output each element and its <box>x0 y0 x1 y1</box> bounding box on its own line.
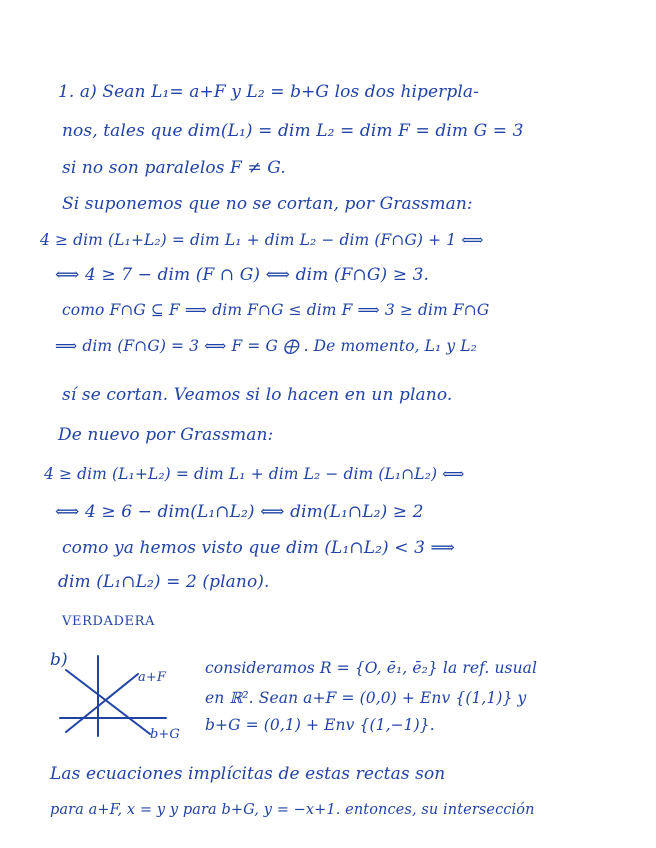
line-a-plus-f <box>66 674 138 732</box>
text-line-5: 4 ≥ dim (L₁+L₂) = dim L₁ + dim L₂ − dim (F∩G) + 1 ⟺ <box>40 231 484 249</box>
text-line-2: nos, tales que dim(L₁) = dim L₂ = dim F = dim G = 3 <box>62 121 524 141</box>
diagram-label-af: a+F <box>138 670 166 685</box>
text-line-14: dim (L₁∩L₂) = 2 (plano). <box>58 572 270 592</box>
text-line-1: 1. a) Sean L₁= a+F y L₂ = b+G los dos hiperpla- <box>58 82 479 102</box>
part-b-label: b) <box>50 650 68 670</box>
text-line-4: Si suponemos que no se cortan, por Grassman: <box>62 194 473 214</box>
text-line-3: si no son paralelos F ≠ G. <box>62 158 286 178</box>
text-line-10: De nuevo por Grassman: <box>58 425 274 445</box>
diagram-label-bg: b+G <box>150 727 180 742</box>
text-line-11: 4 ≥ dim (L₁+L₂) = dim L₁ + dim L₂ − dim (L₁∩L₂) ⟺ <box>44 465 465 483</box>
text-line-13: como ya hemos visto que dim (L₁∩L₂) < 3 ⟹ <box>62 538 455 558</box>
text-line-6: ⟺ 4 ≥ 7 − dim (F ∩ G) ⟺ dim (F∩G) ≥ 3. <box>55 265 430 285</box>
verdict-label: VERDADERA <box>62 614 155 629</box>
text-line-9: sí se cortan. Veamos si lo hacen en un plano. <box>62 385 453 405</box>
text-line-19: Las ecuaciones implícitas de estas rectas son <box>50 764 446 784</box>
text-line-7: como F∩G ⊆ F ⟹ dim F∩G ≤ dim F ⟹ 3 ≥ dim F∩G <box>62 301 490 319</box>
text-line-12: ⟺ 4 ≥ 6 − dim(L₁∩L₂) ⟺ dim(L₁∩L₂) ≥ 2 <box>55 502 424 522</box>
text-line-18: b+G = (0,1) + Env {(1,−1)}. <box>205 716 435 734</box>
text-line-17: en ℝ². Sean a+F = (0,0) + Env {(1,1)} y <box>205 689 527 707</box>
text-line-20: para a+F, x = y y para b+G, y = −x+1. entonces, su intersección <box>50 802 535 818</box>
text-line-16: consideramos R = {O, ē₁, ē₂} la ref. usual <box>205 659 538 677</box>
text-line-8: ⟹ dim (F∩G) = 3 ⟺ F = G ⨁ . De momento, L₁ y L₂ <box>55 337 477 355</box>
